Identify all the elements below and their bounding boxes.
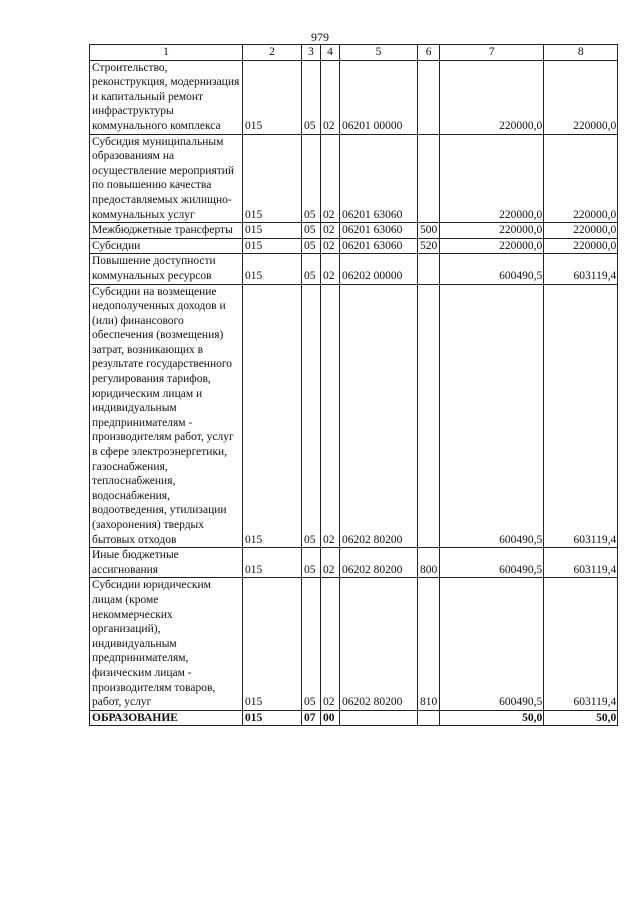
row-name-cell: Субсидии юридическим лицам (кроме некоммерческих организаций), индивидуальным предпринимателям, физическим лицам - производителям товаров, работ, услуг xyxy=(90,578,243,710)
row-section-cell: 05 xyxy=(302,223,321,239)
row-target-article-cell: 06201 00000 xyxy=(340,60,418,134)
row-section-cell: 05 xyxy=(302,548,321,578)
row-subsection-cell: 02 xyxy=(321,254,340,284)
row-subsection-cell: 02 xyxy=(321,284,340,548)
row-target-article-cell: 06202 80200 xyxy=(340,284,418,548)
row-subsection-cell: 02 xyxy=(321,223,340,239)
row-amount-1-cell: 220000,0 xyxy=(440,134,544,223)
row-section-cell: 05 xyxy=(302,578,321,710)
row-target-article-cell: 06201 63060 xyxy=(340,223,418,239)
column-header: 7 xyxy=(440,45,544,61)
row-ved-cell: 015 xyxy=(243,60,302,134)
page-number: 979 xyxy=(311,30,329,44)
table-row xyxy=(90,578,618,710)
row-amount-1-cell: 220000,0 xyxy=(440,60,544,134)
row-target-article-cell: 06202 80200 xyxy=(340,548,418,578)
row-expense-type-cell: 500 xyxy=(418,223,440,239)
row-ved-cell: 015 xyxy=(243,548,302,578)
row-section-cell: 05 xyxy=(302,60,321,134)
row-name-cell: Повышение доступности коммунальных ресурсов xyxy=(90,254,243,284)
row-amount-1-cell: 220000,0 xyxy=(440,238,544,254)
row-amount-1-cell: 600490,5 xyxy=(440,548,544,578)
row-amount-1-cell: 220000,0 xyxy=(440,223,544,239)
row-ved-cell: 015 xyxy=(243,134,302,223)
row-amount-1-cell: 50,0 xyxy=(440,710,544,726)
row-subsection-cell: 02 xyxy=(321,238,340,254)
row-ved-cell: 015 xyxy=(243,254,302,284)
row-expense-type-cell xyxy=(418,134,440,223)
row-expense-type-cell: 800 xyxy=(418,548,440,578)
row-section-cell: 07 xyxy=(302,710,321,726)
row-expense-type-cell: 810 xyxy=(418,578,440,710)
column-header: 1 xyxy=(90,45,243,61)
budget-table xyxy=(89,44,618,726)
row-subsection-cell: 02 xyxy=(321,578,340,710)
row-expense-type-cell xyxy=(418,254,440,284)
table-row xyxy=(90,254,618,284)
row-expense-type-cell xyxy=(418,60,440,134)
row-amount-1-cell: 600490,5 xyxy=(440,254,544,284)
row-name-cell: Иные бюджетные ассигнования xyxy=(90,548,243,578)
row-name-cell: Субсидии xyxy=(90,238,243,254)
column-number-row xyxy=(90,45,618,61)
table-row xyxy=(90,548,618,578)
row-subsection-cell: 02 xyxy=(321,60,340,134)
row-subsection-cell: 00 xyxy=(321,710,340,726)
row-section-cell: 05 xyxy=(302,134,321,223)
row-ved-cell: 015 xyxy=(243,223,302,239)
row-target-article-cell: 06202 00000 xyxy=(340,254,418,284)
row-amount-2-cell: 220000,0 xyxy=(544,223,618,239)
row-name-cell: Субсидия муниципальным образованиям на осуществление мероприятий по повышению качества предоставляемых жилищно-коммунальных услуг xyxy=(90,134,243,223)
row-name-cell: Субсидии на возмещение недополученных доходов и (или) финансового обеспечения (возмещения) затрат, возникающих в результате государственного регулирования тарифов, юридическим лицам и индивидуальным предпринимателям - производителям работ, услуг в сфере электроэнергетики, газоснабжения, теплоснабжения, водоснабжения, водоотведения, утилизации (захоронения) твердых бытовых отходов xyxy=(90,284,243,548)
row-name-cell: Межбюджетные трансферты xyxy=(90,223,243,239)
row-amount-2-cell: 220000,0 xyxy=(544,60,618,134)
table-row xyxy=(90,223,618,239)
row-amount-2-cell: 220000,0 xyxy=(544,134,618,223)
table-row xyxy=(90,60,618,134)
row-amount-1-cell: 600490,5 xyxy=(440,284,544,548)
row-amount-2-cell: 603119,4 xyxy=(544,254,618,284)
row-ved-cell: 015 xyxy=(243,238,302,254)
table-row xyxy=(90,238,618,254)
row-amount-2-cell: 50,0 xyxy=(544,710,618,726)
row-section-cell: 05 xyxy=(302,284,321,548)
row-expense-type-cell xyxy=(418,284,440,548)
row-amount-2-cell: 603119,4 xyxy=(544,548,618,578)
row-section-cell: 05 xyxy=(302,238,321,254)
row-expense-type-cell xyxy=(418,710,440,726)
column-header: 3 xyxy=(302,45,321,61)
row-name-cell: ОБРАЗОВАНИЕ xyxy=(90,710,243,726)
row-amount-2-cell: 220000,0 xyxy=(544,238,618,254)
row-target-article-cell: 06202 80200 xyxy=(340,578,418,710)
row-target-article-cell: 06201 63060 xyxy=(340,134,418,223)
column-header: 6 xyxy=(418,45,440,61)
column-header: 2 xyxy=(243,45,302,61)
row-target-article-cell xyxy=(340,710,418,726)
row-ved-cell: 015 xyxy=(243,578,302,710)
row-subsection-cell: 02 xyxy=(321,134,340,223)
row-amount-1-cell: 600490,5 xyxy=(440,578,544,710)
row-amount-2-cell: 603119,4 xyxy=(544,578,618,710)
column-header: 5 xyxy=(340,45,418,61)
row-subsection-cell: 02 xyxy=(321,548,340,578)
row-name-cell: Строительство, реконструкция, модернизация и капитальный ремонт инфраструктуры коммунального комплекса xyxy=(90,60,243,134)
table-row xyxy=(90,284,618,548)
column-header: 4 xyxy=(321,45,340,61)
row-amount-2-cell: 603119,4 xyxy=(544,284,618,548)
row-expense-type-cell: 520 xyxy=(418,238,440,254)
table-row xyxy=(90,710,618,726)
row-ved-cell: 015 xyxy=(243,284,302,548)
row-section-cell: 05 xyxy=(302,254,321,284)
column-header: 8 xyxy=(544,45,618,61)
table-row xyxy=(90,134,618,223)
row-ved-cell: 015 xyxy=(243,710,302,726)
row-target-article-cell: 06201 63060 xyxy=(340,238,418,254)
